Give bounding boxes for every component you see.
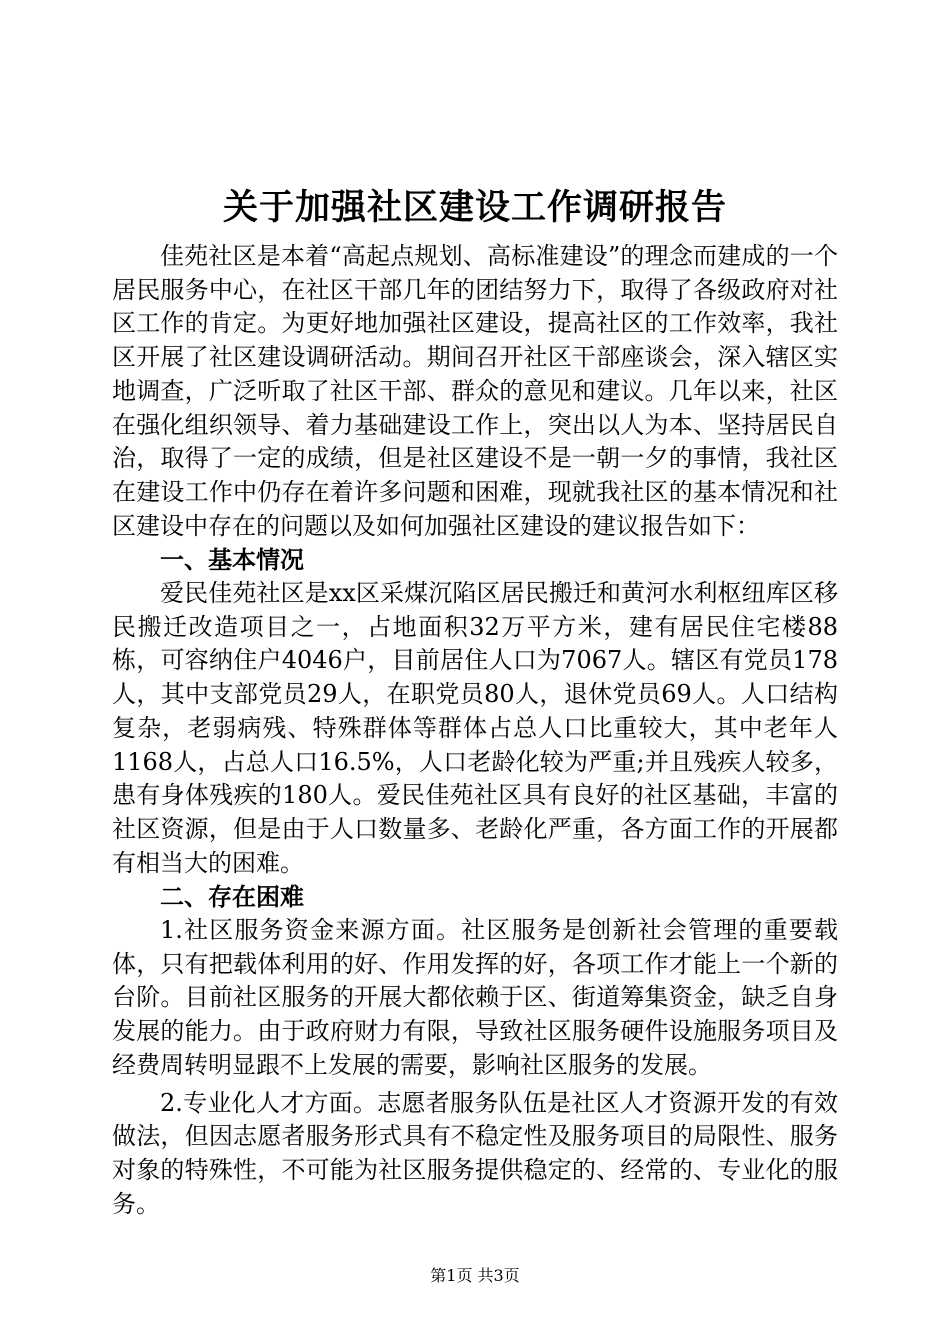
section-heading-difficulties: 二、存在困难 — [160, 882, 304, 912]
page-footer: 第1页 共3页 — [430, 1266, 520, 1285]
section-heading-basic-situation: 一、基本情况 — [160, 545, 304, 575]
basic-situation-paragraph: 爱民佳苑社区是xx区采煤沉陷区居民搬迁和黄河水利枢纽库区移民搬迁改造项目之一，占地面积32万平方米，建有居民住宅楼88栋，可容纳住户4046户，目前居住人口为7067人。辖区有党员178人，其中支部党员29人，在职党员80人，退休党员69人。人口结构复杂，老弱病残、特殊群体等群体占总人口比重较大，其中老年人1168人，占总人口16.5%，人口老龄化较为严重;并且残疾人较多，患有身体残疾的180人。爱民佳苑社区具有良好的社区基础，丰富的社区资源，但是由于人口数量多、老龄化严重，各方面工作的开展都有相当大的困难。 — [112, 579, 838, 877]
document-title: 关于加强社区建设工作调研报告 — [222, 187, 727, 228]
document-page — [112, 180, 838, 1221]
intro-paragraph: 佳苑社区是本着“高起点规划、高标准建设”的理念而建成的一个居民服务中心，在社区干部几年的团结努力下，取得了各级政府对社区工作的肯定。为更好地加强社区建设，提高社区的工作效率，我社区开展了社区建设调研活动。期间召开社区干部座谈会，深入辖区实地调查，广泛听取了社区干部、群众的意见和建议。几年以来，社区在强化组织领导、着力基础建设工作上，突出以人为本、坚持居民自治，取得了一定的成绩，但是社区建设不是一朝一夕的事情，我社区在建设工作中仍存在着许多问题和困难，现就我社区的基本情况和社区建设中存在的问题以及如何加强社区建设的建议报告如下： — [112, 242, 838, 540]
difficulty-item-funding: 1.社区服务资金来源方面。社区服务是创新社会管理的重要载体，只有把载体利用的好、作用发挥的好，各项工作才能上一个新的台阶。目前社区服务的开展大都依赖于区、街道筹集资金，缺乏自身发展的能力。由于政府财力有限，导致社区服务硬件设施服务项目及经费周转明显跟不上发展的需要，影响社区服务的发展。 — [112, 916, 838, 1079]
difficulty-item-talent: 2.专业化人才方面。志愿者服务队伍是社区人才资源开发的有效做法，但因志愿者服务形式具有不稳定性及服务项目的局限性、服务对象的特殊性，不可能为社区服务提供稳定的、经常的、专业化的服务。 — [112, 1088, 838, 1218]
